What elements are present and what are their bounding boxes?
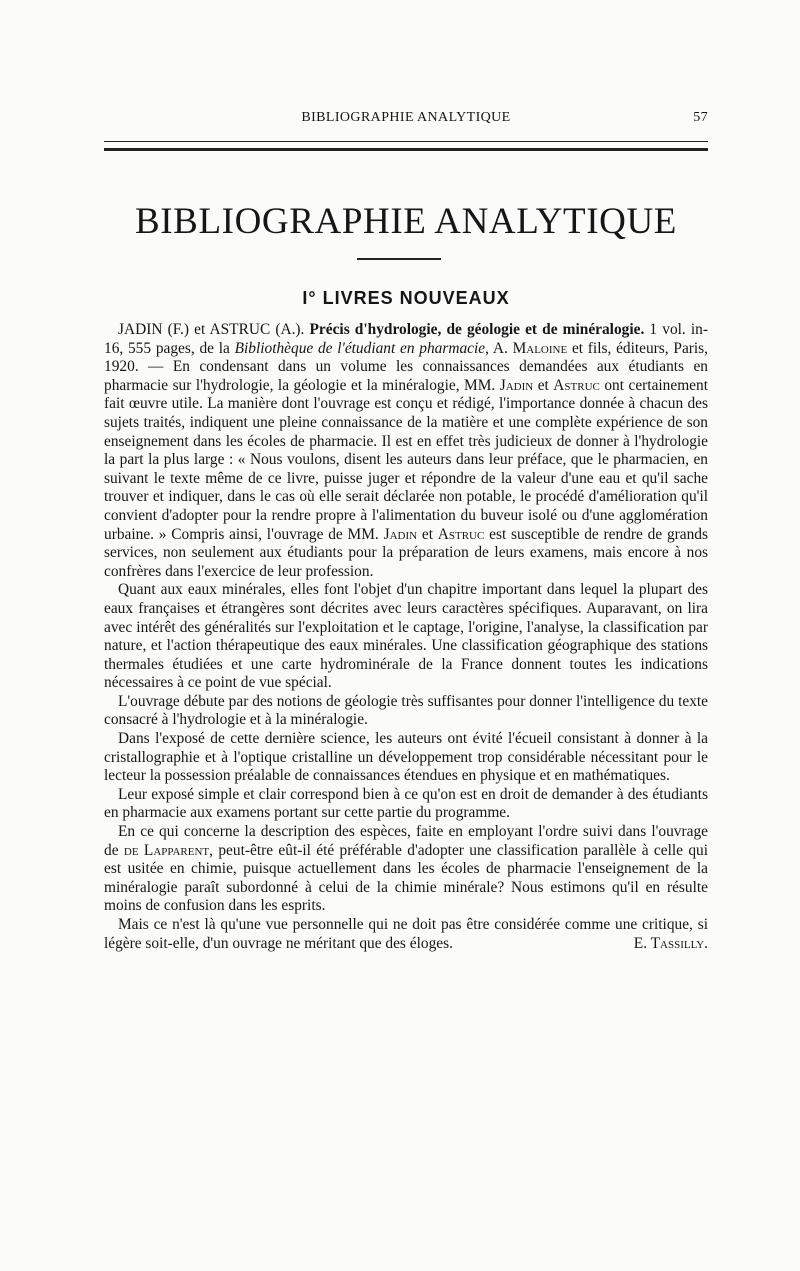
text-run: et (417, 525, 438, 543)
text-run: et fils, éditeurs, Paris, 1920. — En condensant dans un volume les connaissances demandées aux étudiants en pharmacie sur l'hydrologie, la géologie et la minéralogie, MM. (104, 339, 709, 394)
running-head (104, 110, 708, 132)
review-paragraph-5: Leur exposé simple et clair correspond bien à ce qu'on est en droit de demander à des étudiants en pharmacie aux examens portant sur cette partie du programme. (104, 785, 708, 822)
running-title: BIBLIOGRAPHIE ANALYTIQUE (301, 110, 511, 125)
text-run: Mais ce n'est là qu'une vue personnelle qui ne doit pas être considérée comme une critique, si légère soit-elle, d'un ouvrage ne méritant que des éloges. (104, 916, 708, 952)
review-paragraph-1 (104, 321, 708, 581)
page-number: 57 (693, 110, 708, 125)
author-name: Astruc (437, 525, 485, 543)
review-paragraph-6 (104, 823, 708, 916)
publisher-name: Maloine (512, 339, 568, 357)
review-authors: JADIN (F.) et ASTRUC (A.). (118, 321, 305, 338)
text-run: ont certainement fait œuvre utile. La manière dont l'ouvrage est conçu et rédigé, l'importance donnée à chacun des sujets traités, indiquent une pleine connaissance de la matière et une complète expérience de son enseignement dans les écoles de pharmacie. Il est en effet très judicieux de donner à l'hydrologie la part la plus large : « Nous voulons, disent les auteurs dans leur préface, que le pharmacien, en suivant le texte même de ce livre, puisse juger et répondre de la valeur d'une eau et qu'il sache trouver et indiquer, dans le cas où elle serait déclarée non potable, le procédé d'amélioration qu'il convient d'adopter pour la rendre propre à l'alimentation du buveur isolé ou d'une agglomération urbaine. » Compris ainsi, l'ouvrage de MM. (104, 376, 708, 543)
author-name: Jadin (383, 525, 418, 543)
reviewer-signature: E. Tassilly. (633, 934, 708, 952)
header-rule-thin (104, 141, 708, 142)
review-paragraph-4: Dans l'exposé de cette dernière science, les auteurs ont évité l'écueil consistant à donner à la cristallographie et à l'optique cristalline un développement trop considérable nécessitant pour le lecteur la possession préalable de connaissances étendues en physique et en mathématiques. (104, 730, 708, 785)
text-run: 1 vol. in-16, 555 pages, de la (104, 321, 708, 357)
text-run: et (533, 376, 554, 394)
text-run: , A. (485, 339, 513, 357)
header-rule-thick (104, 148, 708, 151)
review-paragraph-3: L'ouvrage débute par des notions de géologie très suffisantes pour donner l'intelligence du texte consacré à l'hydrologie et à la minéralogie. (104, 692, 708, 729)
text-run: est susceptible de rendre de grands services, non seulement aux étudiants pour la préparation de leurs examens, mais encore à nos confrères dans l'exercice de leur profession. (104, 525, 708, 580)
series-title: Bibliothèque de l'étudiant en pharmacie (234, 339, 486, 357)
title-divider (357, 258, 441, 260)
section-heading: I° LIVRES NOUVEAUX (302, 288, 510, 308)
author-name: Astruc (553, 376, 600, 394)
review-paragraph-7 (104, 916, 708, 953)
page-title: BIBLIOGRAPHIE ANALYTIQUE (134, 201, 677, 242)
cited-author: de Lapparent (123, 841, 210, 859)
review-paragraph-2: Quant aux eaux minérales, elles font l'objet d'un chapitre important dans lequel la plupart des eaux françaises et étrangères sont décrites avec leurs caractères spécifiques. Auparavant, on lira avec intérêt des généralités sur l'exploitation et le captage, l'origine, l'analyse, la classification par nature, et l'action thérapeutique des eaux minérales. Une classification géographique des stations thermales étudiées et une carte hydrominérale de la France donnent toutes les indications nécessaires à ce point de vue spécial. (104, 581, 708, 692)
book-title: Précis d'hydrologie, de géologie et de minéralogie. (309, 321, 645, 338)
author-name: Jadin (499, 376, 534, 394)
text-run: , peut-être eût-il été préférable d'adopter une classification parallèle à celle qui est usitée en chimie, puisque actuellement dans les écoles de pharmacie l'enseignement de la minéralogie paraît subordonné à celui de la chimie minérale? Nous estimons qu'il en résulte moins de confusion dans les esprits. (104, 841, 708, 915)
review-body (104, 321, 708, 953)
text-run: En ce qui concerne la description des espèces, faite en employant l'ordre suivi dans l'ouvrage de (104, 823, 708, 859)
